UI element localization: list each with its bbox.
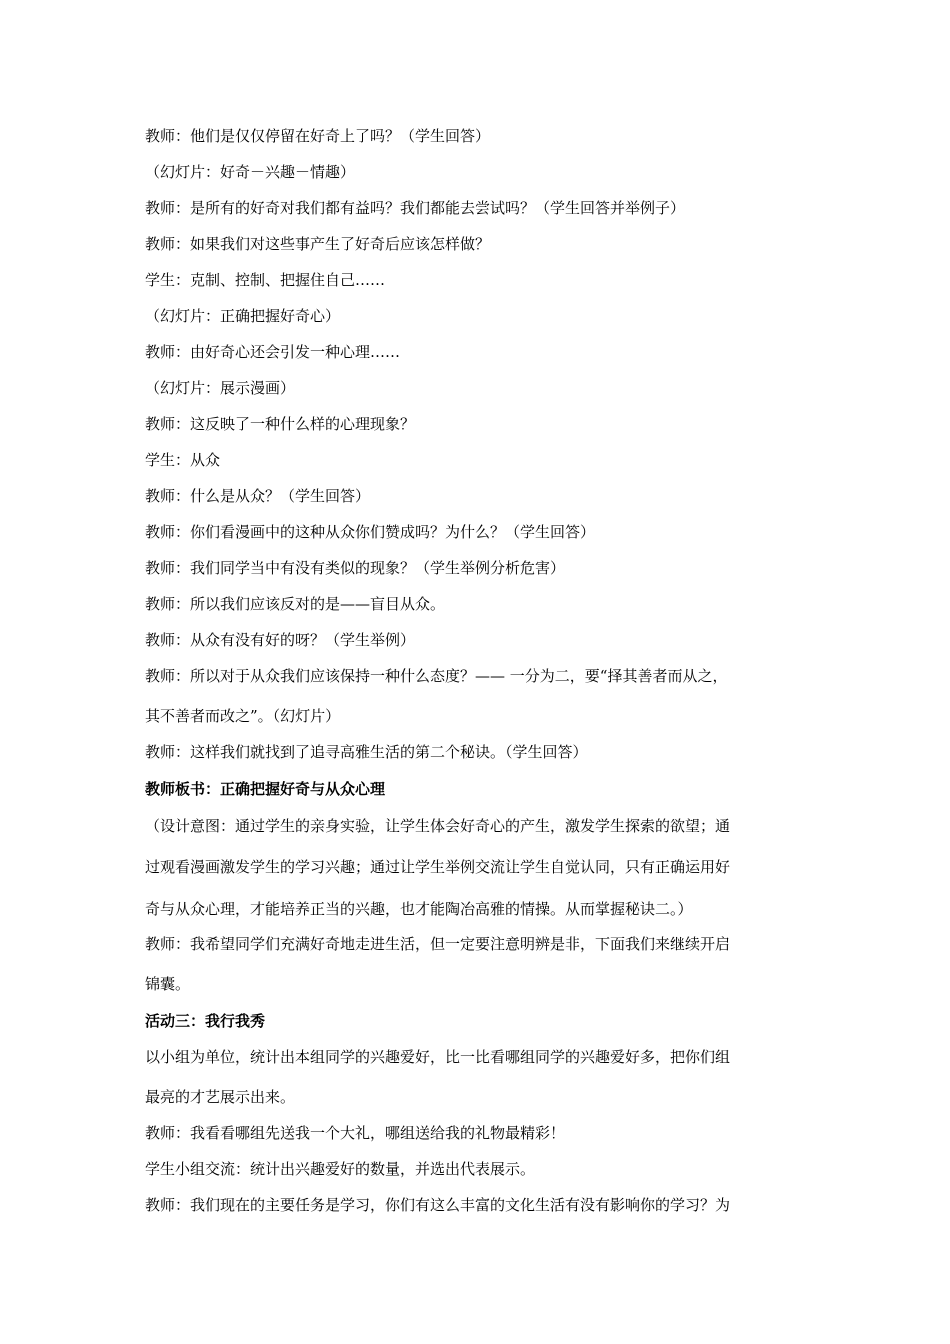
text-line: （设计意图：通过学生的亲身实验，让学生体会好奇心的产生，激发学生探索的欲望；通 — [145, 817, 731, 835]
text-line: 教师：我看看哪组先送我一个大礼，哪组送给我的礼物最精彩！ — [145, 1124, 566, 1142]
text-line: （幻灯片：好奇－兴趣－情趣） — [145, 163, 356, 181]
text-line: 教师：这反映了一种什么样的心理现象？ — [145, 415, 416, 433]
text-line: 学生：从众 — [145, 451, 221, 469]
text-line: 教师：我们同学当中有没有类似的现象？（学生举例分析危害） — [145, 559, 566, 577]
text-line: 教师：他们是仅仅停留在好奇上了吗？（学生回答） — [145, 127, 491, 145]
text-line: 最亮的才艺展示出来。 — [145, 1088, 296, 1106]
text-line: 过观看漫画激发学生的学习兴趣；通过让学生举例交流让学生自觉认同，只有正确运用好 — [145, 858, 731, 876]
text-line: 教师：这样我们就找到了追寻高雅生活的第二个秘诀。（学生回答） — [145, 743, 588, 761]
activity-heading: 活动三：我行我秀 — [145, 1012, 266, 1030]
text-line: 教师：我们现在的主要任务是学习，你们有这么丰富的文化生活有没有影响你的学习？为 — [145, 1196, 731, 1214]
text-line: 锦囊。 — [145, 975, 191, 993]
text-line: 教师：所以我们应该反对的是——盲目从众。 — [145, 595, 446, 613]
text-line: 奇与从众心理，才能培养正当的兴趣，也才能陶冶高雅的情操。从而掌握秘诀二。） — [145, 900, 693, 918]
text-line: 教师：你们看漫画中的这种从众你们赞成吗？为什么？（学生回答） — [145, 523, 596, 541]
text-line: 教师：是所有的好奇对我们都有益吗？我们都能去尝试吗？（学生回答并举例子） — [145, 199, 686, 217]
text-line: 教师：如果我们对这些事产生了好奇后应该怎样做？ — [145, 235, 491, 253]
board-heading: 教师板书：正确把握好奇与从众心理 — [145, 780, 386, 798]
text-line: 学生：克制、控制、把握住自己…… — [145, 271, 386, 289]
text-line: 以小组为单位，统计出本组同学的兴趣爱好，比一比看哪组同学的兴趣爱好多，把你们组 — [145, 1048, 731, 1066]
text-line: 教师：所以对于从众我们应该保持一种什么态度？—— 一分为二，要“择其善者而从之， — [145, 667, 728, 685]
text-line: 教师：我希望同学们充满好奇地走进生活，但一定要注意明辨是非，下面我们来继续开启 — [145, 935, 731, 953]
text-line: （幻灯片：展示漫画） — [145, 379, 296, 397]
text-line: 教师：从众有没有好的呀？（学生举例） — [145, 631, 416, 649]
text-line: 教师：由好奇心还会引发一种心理…… — [145, 343, 401, 361]
text-line: 其不善者而改之”。（幻灯片） — [145, 707, 341, 725]
text-line: 教师：什么是从众？（学生回答） — [145, 487, 371, 505]
text-line: 学生小组交流：统计出兴趣爱好的数量，并选出代表展示。 — [145, 1160, 536, 1178]
text-line: （幻灯片：正确把握好奇心） — [145, 307, 341, 325]
